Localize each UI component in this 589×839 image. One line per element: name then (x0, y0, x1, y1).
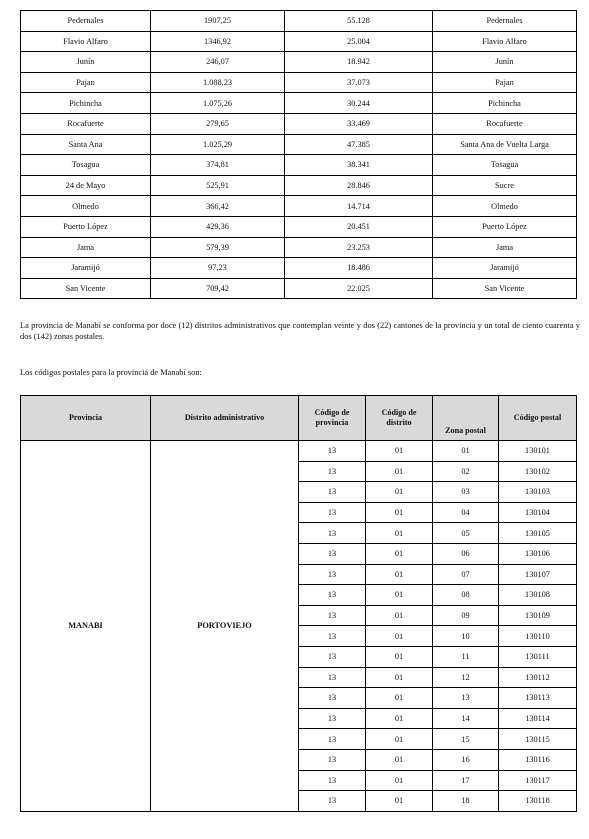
codigo-distrito-cell: 01 (366, 791, 433, 812)
canton-row (21, 134, 577, 155)
codigo-distrito-cell: 01 (366, 461, 433, 482)
codigo-distrito-cell: 01 (366, 708, 433, 729)
codigo-postal-cell: 130116 (499, 749, 577, 770)
header-codigo-distrito: Código de distrito (366, 396, 433, 441)
zona-postal-cell: 13 (433, 688, 499, 709)
codigo-postal-cell: 130110 (499, 626, 577, 647)
postal-codes-header-row (21, 396, 577, 441)
codigo-distrito-cell: 01 (366, 729, 433, 750)
cabecera-cell: Jama (433, 237, 577, 258)
codigo-provincia-cell: 13 (299, 729, 366, 750)
codigo-distrito-cell: 01 (366, 749, 433, 770)
area-cell: 709,42 (151, 278, 285, 299)
codigo-postal-cell: 130115 (499, 729, 577, 750)
header-provincia: Provincia (21, 396, 151, 441)
codigo-postal-cell: 130117 (499, 770, 577, 791)
zona-postal-cell: 06 (433, 543, 499, 564)
population-cell: 22.025 (285, 278, 433, 299)
area-cell: 366,42 (151, 196, 285, 217)
codigo-provincia-cell: 13 (299, 461, 366, 482)
area-cell: 579,39 (151, 237, 285, 258)
codigo-provincia-cell: 13 (299, 441, 366, 462)
canton-name-cell: Santa Ana (21, 134, 151, 155)
codigo-distrito-cell: 01 (366, 688, 433, 709)
codigo-distrito-cell: 01 (366, 523, 433, 544)
codigo-distrito-cell: 01 (366, 667, 433, 688)
codigo-postal-cell: 130114 (499, 708, 577, 729)
cantones-table-body (21, 11, 577, 299)
population-cell: 14.714 (285, 196, 433, 217)
population-cell: 33.469 (285, 113, 433, 134)
canton-name-cell: Pajan (21, 72, 151, 93)
codigo-postal-cell: 130108 (499, 585, 577, 606)
area-cell: 1346,92 (151, 31, 285, 52)
codigo-distrito-cell: 01 (366, 646, 433, 667)
cabecera-cell: Rocafuerte (433, 113, 577, 134)
area-cell: 1.088,23 (151, 72, 285, 93)
codigo-postal-cell: 130109 (499, 605, 577, 626)
codigo-distrito-cell: 01 (366, 482, 433, 503)
canton-name-cell: Pedernales (21, 11, 151, 32)
area-cell: 1.075,26 (151, 93, 285, 114)
codes-intro-text: Los códigos postales para la provincia de Manabí son: (20, 368, 202, 377)
codigo-provincia-cell: 13 (299, 770, 366, 791)
header-codigo-provincia: Código de provincia (299, 396, 366, 441)
codigo-postal-cell: 130112 (499, 667, 577, 688)
zona-postal-cell: 17 (433, 770, 499, 791)
header-distrito-administrativo: Distrito administrativo (151, 396, 299, 441)
canton-name-cell: Pichincha (21, 93, 151, 114)
area-cell: 97,23 (151, 258, 285, 279)
cabecera-cell: Pichincha (433, 93, 577, 114)
codigo-distrito-cell: 01 (366, 564, 433, 585)
codigo-distrito-cell: 01 (366, 626, 433, 647)
codigo-provincia-cell: 13 (299, 667, 366, 688)
zona-postal-cell: 02 (433, 461, 499, 482)
canton-name-cell: Olmedo (21, 196, 151, 217)
codigo-provincia-cell: 13 (299, 791, 366, 812)
population-cell: 28.846 (285, 175, 433, 196)
cabecera-cell: Tosagua (433, 155, 577, 176)
codigo-provincia-cell: 13 (299, 605, 366, 626)
header-zona-postal: Zona postal (433, 396, 499, 441)
codigo-postal-cell: 130105 (499, 523, 577, 544)
canton-name-cell: Jama (21, 237, 151, 258)
codigo-provincia-cell: 13 (299, 626, 366, 647)
header-codigo-postal: Código postal (499, 396, 577, 441)
population-cell: 25.004 (285, 31, 433, 52)
canton-name-cell: 24 de Mayo (21, 175, 151, 196)
codigo-provincia-cell: 13 (299, 585, 366, 606)
area-cell: 246,07 (151, 52, 285, 73)
codigo-postal-cell: 130104 (499, 502, 577, 523)
population-cell: 18.942 (285, 52, 433, 73)
codigo-provincia-cell: 13 (299, 646, 366, 667)
codigo-postal-cell: 130106 (499, 543, 577, 564)
population-cell: 30.244 (285, 93, 433, 114)
codigo-postal-cell: 130107 (499, 564, 577, 585)
zona-postal-cell: 07 (433, 564, 499, 585)
cabecera-cell: Jaramijó (433, 258, 577, 279)
canton-row (21, 11, 577, 32)
zona-postal-cell: 18 (433, 791, 499, 812)
cabecera-cell: Puerto López (433, 216, 577, 237)
codigo-postal-cell: 130111 (499, 646, 577, 667)
area-cell: 1907,25 (151, 11, 285, 32)
cabecera-cell: Junín (433, 52, 577, 73)
codigo-provincia-cell: 13 (299, 523, 366, 544)
cabecera-cell: Pajan (433, 72, 577, 93)
canton-name-cell: San Vicente (21, 278, 151, 299)
codigo-distrito-cell: 01 (366, 585, 433, 606)
zona-postal-cell: 05 (433, 523, 499, 544)
codigo-postal-cell: 130101 (499, 441, 577, 462)
zona-postal-cell: 01 (433, 441, 499, 462)
canton-row (21, 237, 577, 258)
canton-name-cell: Flavio Alfaro (21, 31, 151, 52)
population-cell: 47.385 (285, 134, 433, 155)
population-cell: 20.451 (285, 216, 433, 237)
canton-name-cell: Puerto López (21, 216, 151, 237)
postal-code-row (21, 441, 577, 462)
cantones-table (20, 10, 577, 299)
population-cell: 55.128 (285, 11, 433, 32)
codigo-distrito-cell: 01 (366, 543, 433, 564)
zona-postal-cell: 09 (433, 605, 499, 626)
intro-paragraph: La provincia de Manabí se conforma por doce (12) distritos administrativos que contemplan veinte y dos (22) cantones de la provincia y un total de ciento cuarenta y dos (142) zonas postales. (20, 321, 580, 341)
cabecera-cell: Flavio Alfaro (433, 31, 577, 52)
zona-postal-cell: 10 (433, 626, 499, 647)
distrito-cell: PORTOVIEJO (151, 441, 299, 812)
codigo-distrito-cell: 01 (366, 770, 433, 791)
area-cell: 429,36 (151, 216, 285, 237)
area-cell: 525,91 (151, 175, 285, 196)
codigo-provincia-cell: 13 (299, 502, 366, 523)
canton-name-cell: Junín (21, 52, 151, 73)
codigo-postal-cell: 130113 (499, 688, 577, 709)
population-cell: 38.341 (285, 155, 433, 176)
zona-postal-cell: 16 (433, 749, 499, 770)
codigo-provincia-cell: 13 (299, 543, 366, 564)
codigo-postal-cell: 130102 (499, 461, 577, 482)
canton-row (21, 258, 577, 279)
canton-row (21, 52, 577, 73)
cabecera-cell: Sucre (433, 175, 577, 196)
population-cell: 37.073 (285, 72, 433, 93)
cabecera-cell: San Vicente (433, 278, 577, 299)
codigo-postal-cell: 130103 (499, 482, 577, 503)
canton-row (21, 155, 577, 176)
canton-name-cell: Tosagua (21, 155, 151, 176)
canton-name-cell: Rocafuerte (21, 113, 151, 134)
codigo-distrito-cell: 01 (366, 605, 433, 626)
zona-postal-cell: 12 (433, 667, 499, 688)
codigo-provincia-cell: 13 (299, 749, 366, 770)
codigo-provincia-cell: 13 (299, 688, 366, 709)
zona-postal-cell: 11 (433, 646, 499, 667)
cabecera-cell: Santa Ana de Vuelta Larga (433, 134, 577, 155)
canton-row (21, 216, 577, 237)
canton-row (21, 278, 577, 299)
canton-name-cell: Jaramijó (21, 258, 151, 279)
area-cell: 374,81 (151, 155, 285, 176)
codigo-provincia-cell: 13 (299, 564, 366, 585)
canton-row (21, 175, 577, 196)
provincia-cell: MANABI (21, 441, 151, 812)
population-cell: 18.486 (285, 258, 433, 279)
zona-postal-cell: 14 (433, 708, 499, 729)
postal-codes-table-body (21, 441, 577, 812)
cabecera-cell: Olmedo (433, 196, 577, 217)
canton-row (21, 31, 577, 52)
area-cell: 1.025,29 (151, 134, 285, 155)
postal-codes-table (20, 395, 577, 812)
zona-postal-cell: 15 (433, 729, 499, 750)
codigo-postal-cell: 130118 (499, 791, 577, 812)
zona-postal-cell: 08 (433, 585, 499, 606)
canton-row (21, 72, 577, 93)
codigo-provincia-cell: 13 (299, 708, 366, 729)
cabecera-cell: Pedernales (433, 11, 577, 32)
canton-row (21, 196, 577, 217)
codigo-distrito-cell: 01 (366, 441, 433, 462)
canton-row (21, 113, 577, 134)
population-cell: 23.253 (285, 237, 433, 258)
zona-postal-cell: 04 (433, 502, 499, 523)
codigo-provincia-cell: 13 (299, 482, 366, 503)
area-cell: 279,65 (151, 113, 285, 134)
canton-row (21, 93, 577, 114)
codigo-distrito-cell: 01 (366, 502, 433, 523)
zona-postal-cell: 03 (433, 482, 499, 503)
